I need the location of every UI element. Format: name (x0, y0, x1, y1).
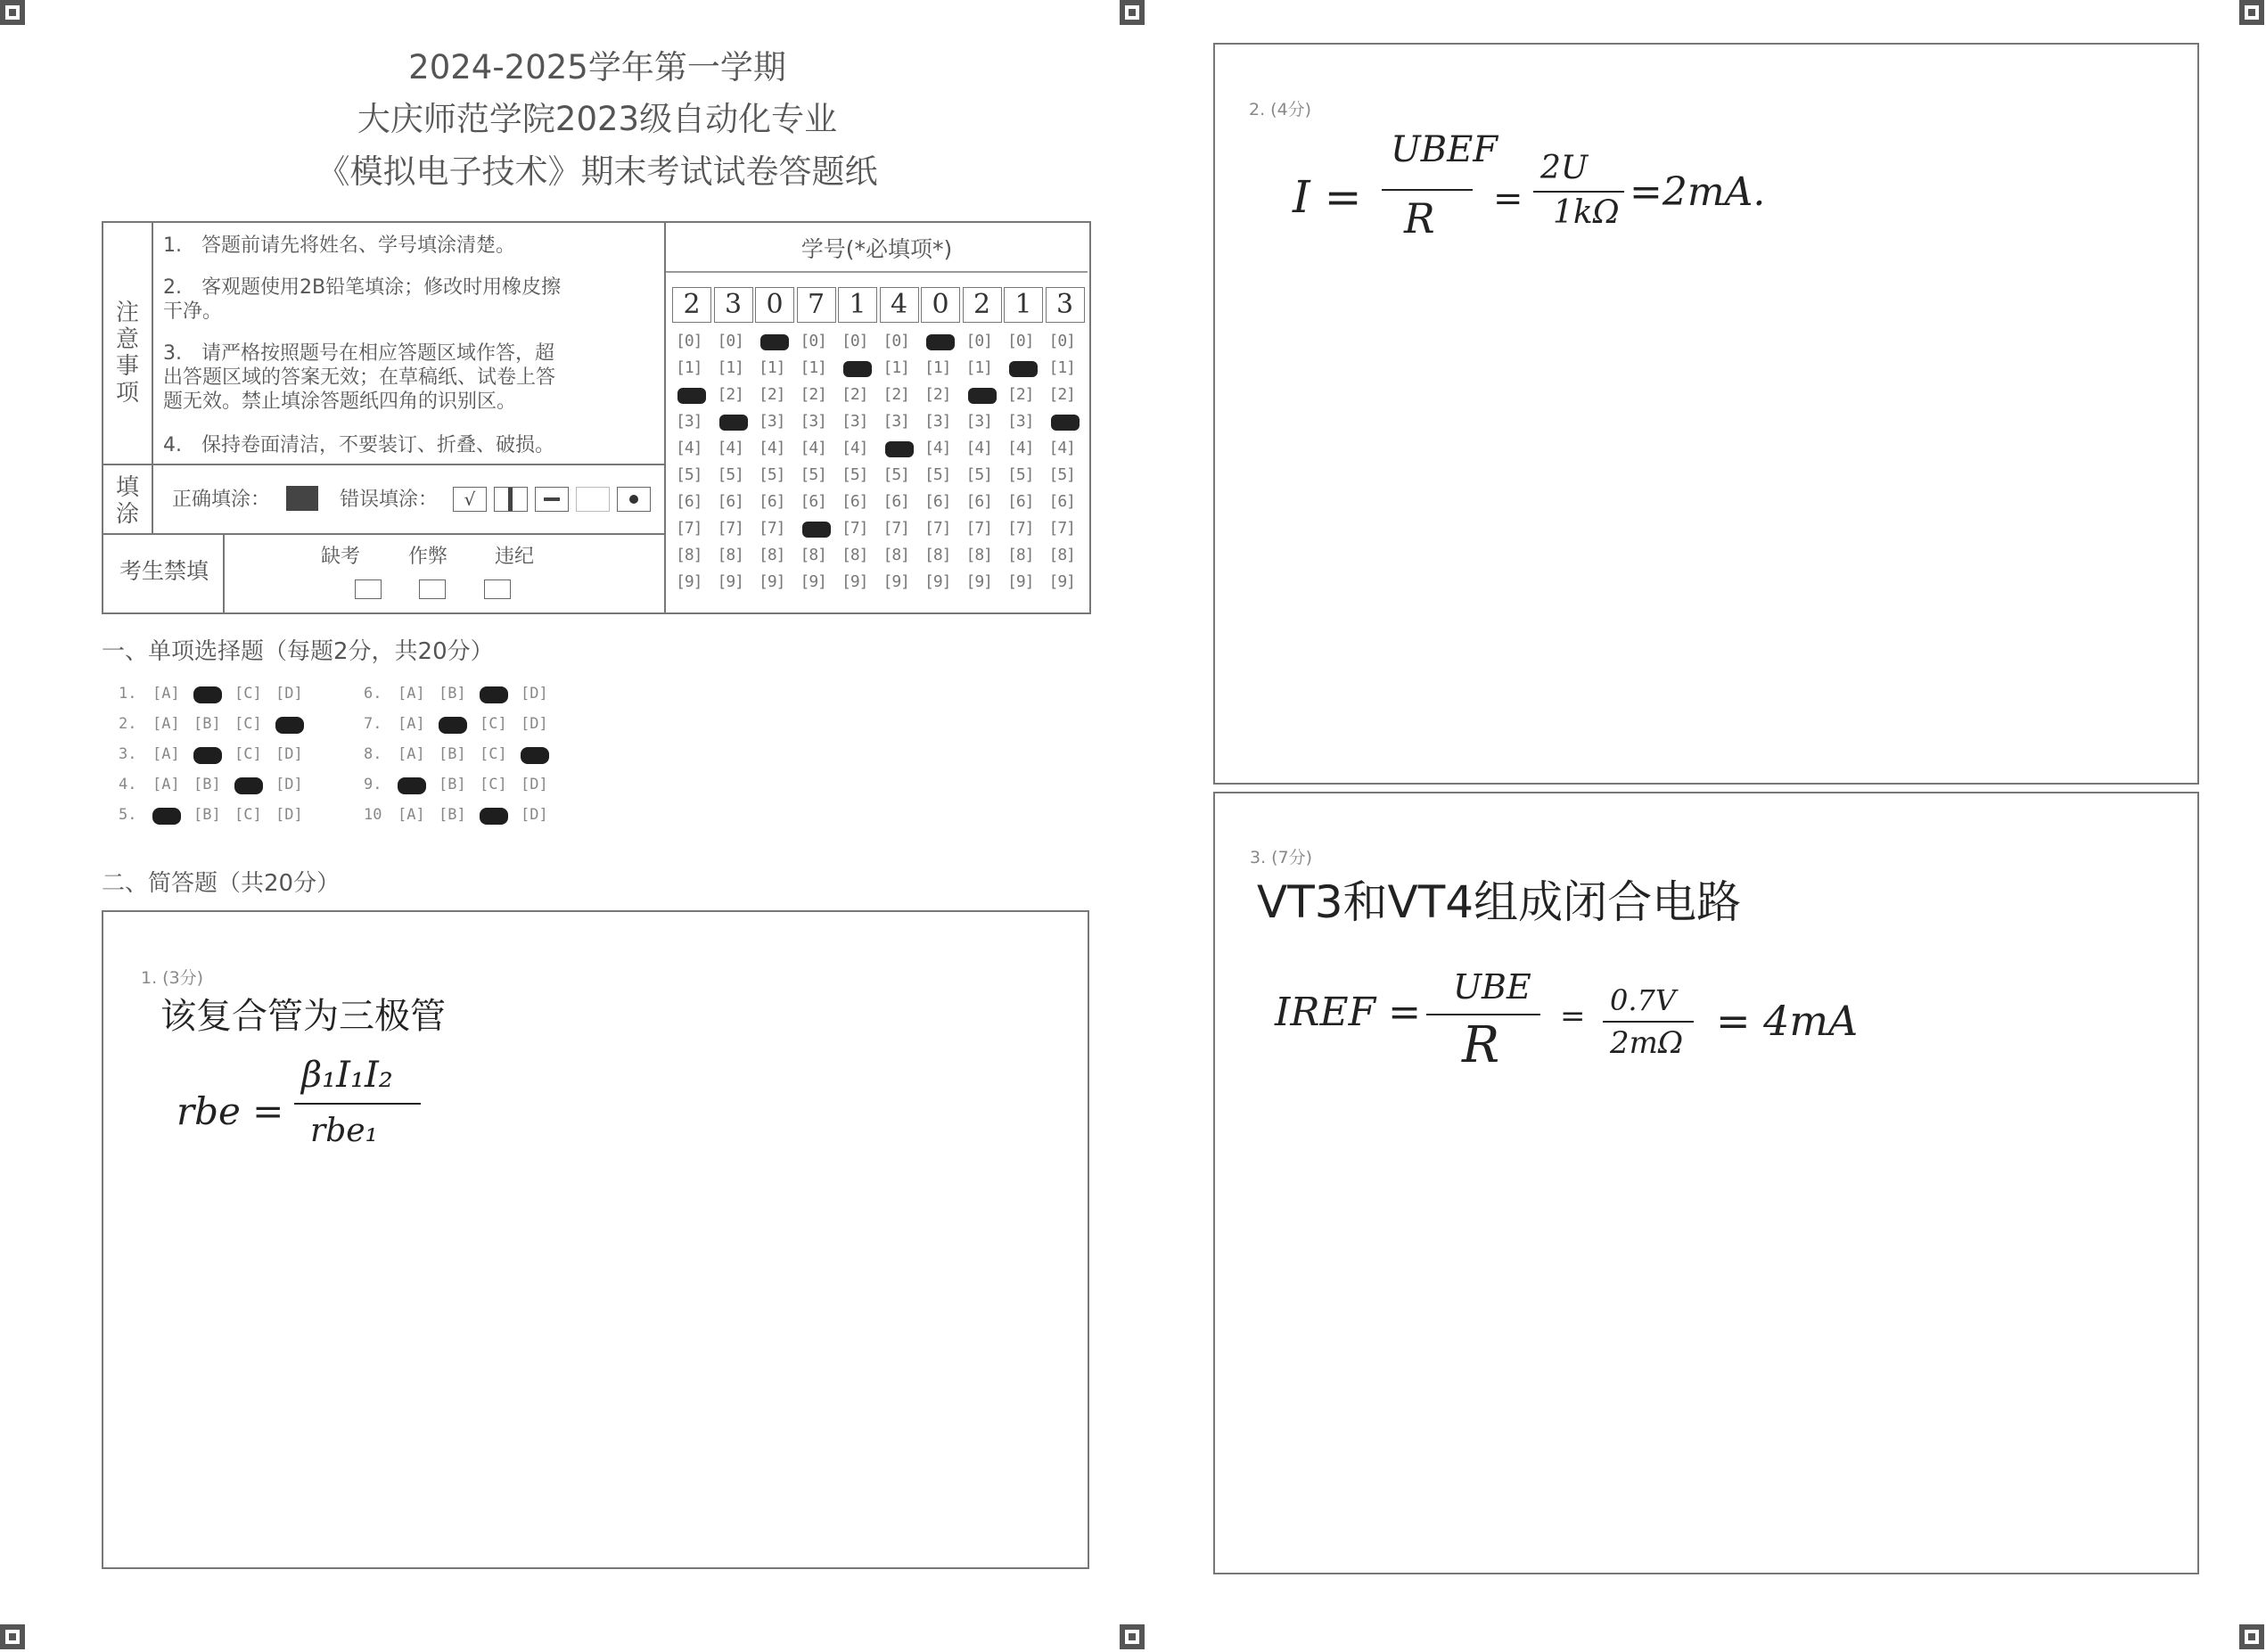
student-id-bubble[interactable]: [3] (800, 412, 827, 431)
student-id-bubble[interactable]: [3] (842, 412, 868, 431)
student-id-digit: 0 (921, 287, 960, 323)
q3-denominator-1: R (1462, 1016, 1500, 1074)
student-id-bubble[interactable]: [2] (924, 385, 951, 404)
student-id-bubble[interactable]: [0] (965, 332, 993, 350)
student-id-digit: 2 (672, 287, 711, 323)
q1-fraction-bar (294, 1103, 421, 1105)
student-id-bubble-filled[interactable] (719, 415, 748, 431)
answer-bubble[interactable]: [D] (521, 776, 548, 793)
student-id-bubble[interactable]: [9] (924, 572, 951, 591)
q3-fraction-bar-2 (1603, 1021, 1694, 1023)
fill-guide-label: 填涂 (115, 474, 139, 528)
student-id-bubble[interactable]: [9] (800, 572, 827, 591)
registration-mark-top-center (1120, 0, 1145, 25)
student-id-bubble[interactable]: [4] (800, 439, 827, 457)
wrong-fill-check-icon: √ (453, 487, 487, 512)
wrong-fill-half-icon (494, 487, 528, 512)
student-id-digit: 4 (880, 287, 919, 323)
answer-bubble[interactable]: [C] (234, 745, 262, 763)
answer-bubble-filled[interactable] (439, 717, 467, 734)
student-id-bubble[interactable]: [0] (676, 332, 702, 350)
student-id-bubble-filled[interactable] (1051, 415, 1080, 431)
answer-bubble-filled[interactable] (521, 747, 549, 764)
answer-bubble[interactable]: [D] (521, 715, 548, 733)
q3-label: 3. (7分) (1250, 848, 1313, 867)
answer-bubble[interactable]: [B] (439, 806, 466, 824)
q1-label: 1. (3分) (141, 968, 204, 988)
q2-denominator-2: 1kΩ (1553, 194, 1620, 231)
student-id-bubble[interactable]: [3] (924, 412, 951, 431)
answer-bubble[interactable]: [D] (521, 685, 548, 703)
student-id-bubble[interactable]: [9] (883, 572, 910, 591)
status-absent-label: 缺考 (321, 546, 361, 568)
student-id-bubble[interactable]: [2] (1048, 385, 1076, 404)
student-id-bubble[interactable]: [8] (965, 546, 993, 564)
student-id-bubble[interactable]: [6] (717, 492, 744, 511)
student-id-bubble[interactable]: [7] (676, 519, 702, 538)
section1-title: 一、单项选择题（每题2分，共20分） (102, 638, 494, 665)
answer-bubble[interactable]: [A] (152, 685, 180, 703)
q2-lhs: I = (1293, 171, 1362, 223)
student-id-bubble[interactable]: [1] (924, 358, 951, 377)
question-number: 10 (364, 806, 382, 824)
q3-numerator-1: UBE (1453, 967, 1531, 1007)
answer-bubble[interactable]: [D] (275, 806, 303, 824)
table-hline (102, 533, 666, 535)
student-id-bubble[interactable]: [8] (1048, 546, 1076, 564)
student-id-bubble[interactable]: [7] (842, 519, 868, 538)
wrong-fill-light-icon (576, 487, 610, 512)
registration-mark-bottom-center (1120, 1624, 1145, 1649)
answer-bubble[interactable]: [B] (193, 806, 221, 824)
student-id-bubble[interactable]: [5] (965, 465, 993, 484)
q2-result: =2mA. (1630, 169, 1766, 215)
student-id-digit: 3 (714, 287, 753, 323)
notice-item: 出答题区域的答案无效；在草稿纸、试卷上答 (163, 366, 556, 389)
student-id-bubble[interactable]: [4] (1007, 439, 1034, 457)
student-id-bubble[interactable]: [6] (676, 492, 702, 511)
q1-lhs: rbe = (177, 1089, 284, 1133)
student-id-bubble[interactable]: [6] (924, 492, 951, 511)
student-id-title: 学号(*必填项*) (800, 236, 953, 262)
wrong-fill-dash-icon (535, 487, 569, 512)
question-number: 2. (119, 715, 137, 733)
answer-bubble[interactable]: [B] (439, 745, 466, 763)
student-id-bubble[interactable]: [0] (883, 332, 910, 350)
answer-bubble[interactable]: [D] (521, 806, 548, 824)
student-id-bubble[interactable]: [1] (883, 358, 910, 377)
answer-bubble[interactable]: [B] (193, 715, 221, 733)
answer-bubble[interactable]: [C] (234, 715, 262, 733)
answer-bubble[interactable]: [A] (398, 685, 425, 703)
notice-label: 注意事项 (115, 300, 139, 407)
exam-status-label: 考生禁填 (119, 558, 209, 584)
student-id-bubble[interactable]: [8] (800, 546, 827, 564)
student-id-bubble[interactable]: [3] (1007, 412, 1034, 431)
student-id-bubble[interactable]: [6] (883, 492, 910, 511)
student-id-bubble[interactable]: [3] (883, 412, 910, 431)
answer-bubble-filled[interactable] (480, 808, 508, 825)
header-institution: 大庆师范学院2023级自动化专业 (357, 100, 838, 138)
student-id-bubble[interactable]: [7] (717, 519, 744, 538)
student-id-bubble[interactable]: [0] (717, 332, 744, 350)
fill-wrong-label: 错误填涂： (340, 489, 439, 511)
answer-bubble-filled[interactable] (152, 808, 181, 825)
question-number: 5. (119, 806, 137, 824)
student-id-bubble[interactable]: [0] (1048, 332, 1076, 350)
student-id-bubble-filled[interactable] (926, 334, 955, 350)
student-id-bubble[interactable]: [4] (676, 439, 702, 457)
student-id-bubble[interactable]: [7] (965, 519, 993, 538)
answer-bubble[interactable]: [A] (152, 715, 180, 733)
notice-item: 4. 保持卷面清洁，不要装订、折叠、破损。 (163, 434, 554, 456)
table-hline (102, 464, 666, 465)
question-number: 1. (119, 685, 137, 703)
student-id-bubble[interactable]: [8] (842, 546, 868, 564)
student-id-digit: 2 (963, 287, 1002, 323)
status-absent-checkbox[interactable] (355, 579, 382, 599)
table-hline (666, 271, 1088, 273)
answer-bubble[interactable]: [D] (275, 776, 303, 793)
student-id-bubble[interactable]: [1] (717, 358, 744, 377)
q2-fraction-bar-2 (1533, 191, 1624, 193)
student-id-bubble[interactable]: [6] (1007, 492, 1034, 511)
student-id-bubble[interactable]: [3] (676, 412, 702, 431)
student-id-bubble[interactable]: [9] (676, 572, 702, 591)
table-vline (152, 221, 153, 535)
answer-bubble[interactable]: [B] (439, 776, 466, 793)
student-id-bubble[interactable]: [9] (1007, 572, 1034, 591)
student-id-bubble[interactable]: [2] (800, 385, 827, 404)
status-cheat-checkbox[interactable] (419, 579, 446, 599)
student-id-bubble[interactable]: [8] (676, 546, 702, 564)
notice-item: 干净。 (163, 300, 223, 323)
q2-numerator-2: 2U (1540, 150, 1589, 186)
student-id-bubble[interactable]: [4] (1048, 439, 1076, 457)
section2-title: 二、简答题（共20分） (102, 870, 341, 897)
student-id-bubble[interactable]: [4] (842, 439, 868, 457)
answer-bubble[interactable]: [D] (275, 685, 303, 703)
student-id-bubble[interactable]: [9] (759, 572, 785, 591)
q3-result: = 4mA (1716, 997, 1859, 1045)
q3-answer-line: VT3和VT4组成闭合电路 (1257, 876, 1742, 928)
student-id-bubble[interactable]: [3] (965, 412, 993, 431)
answer-bubble[interactable]: [A] (152, 745, 180, 763)
q3-denominator-2: 2mΩ (1610, 1025, 1684, 1061)
q1-denominator: rbe₁ (310, 1113, 378, 1149)
student-id-bubble[interactable]: [0] (1007, 332, 1034, 350)
student-id-bubble[interactable]: [5] (800, 465, 827, 484)
student-id-bubble[interactable]: [1] (1048, 358, 1076, 377)
registration-mark-bottom-left (0, 1624, 25, 1649)
answer-bubble-filled[interactable] (398, 777, 426, 794)
student-id-bubble[interactable]: [5] (1007, 465, 1034, 484)
student-id-bubble[interactable]: [1] (676, 358, 702, 377)
correct-fill-sample (286, 486, 318, 511)
student-id-digit: 1 (1004, 287, 1043, 323)
student-id-bubble[interactable]: [3] (759, 412, 785, 431)
q2-numerator-1: UBEF (1391, 129, 1498, 170)
student-id-bubble[interactable]: [5] (842, 465, 868, 484)
answer-box-q2[interactable] (1213, 43, 2199, 785)
answer-bubble-filled[interactable] (275, 717, 304, 734)
student-id-bubble[interactable]: [5] (717, 465, 744, 484)
student-id-bubble[interactable]: [5] (883, 465, 910, 484)
student-id-bubble[interactable]: [5] (759, 465, 785, 484)
q3-equals: = (1560, 999, 1586, 1034)
answer-bubble-filled[interactable] (193, 747, 222, 764)
student-id-bubble[interactable]: [4] (965, 439, 993, 457)
answer-bubble[interactable]: [C] (480, 776, 507, 793)
header-term: 2024-2025学年第一学期 (408, 48, 786, 86)
student-id-bubble[interactable]: [6] (842, 492, 868, 511)
student-id-bubble-filled[interactable] (968, 388, 997, 404)
question-number: 6. (364, 685, 382, 703)
answer-bubble[interactable]: [C] (480, 715, 507, 733)
notice-item: 1. 答题前请先将姓名、学号填涂清楚。 (163, 234, 515, 257)
student-id-bubble[interactable]: [9] (1048, 572, 1076, 591)
registration-mark-top-left (0, 0, 25, 25)
q2-label: 2. (4分) (1249, 100, 1312, 119)
student-id-bubble[interactable]: [1] (965, 358, 993, 377)
q1-answer-line: 该复合管为三极管 (160, 996, 446, 1037)
student-id-bubble[interactable]: [4] (924, 439, 951, 457)
registration-mark-top-right (2239, 0, 2264, 25)
student-id-bubble[interactable]: [9] (717, 572, 744, 591)
table-divider (664, 221, 666, 612)
q2-denominator-1: R (1404, 194, 1435, 242)
q3-numerator-2: 0.7V (1610, 983, 1676, 1017)
student-id-bubble[interactable]: [4] (717, 439, 744, 457)
q1-numerator: β₁I₁I₂ (301, 1055, 393, 1096)
student-id-bubble-filled[interactable] (843, 361, 872, 377)
student-id-digit: 0 (755, 287, 794, 323)
answer-bubble[interactable]: [A] (398, 745, 425, 763)
student-id-bubble-filled[interactable] (677, 388, 706, 404)
student-id-digit: 3 (1046, 287, 1085, 323)
student-id-bubble[interactable]: [8] (1007, 546, 1034, 564)
student-id-bubble[interactable]: [8] (924, 546, 951, 564)
student-id-bubble[interactable]: [6] (1048, 492, 1076, 511)
q3-lhs: IREF = (1275, 990, 1422, 1035)
student-id-bubble[interactable]: [0] (842, 332, 868, 350)
registration-mark-bottom-right (2239, 1624, 2264, 1649)
q2-equals: = (1493, 178, 1523, 219)
header-exam-title: 《模拟电子技术》期末考试试卷答题纸 (316, 152, 878, 191)
student-id-bubble[interactable]: [2] (1007, 385, 1034, 404)
table-vline (223, 533, 225, 612)
student-id-bubble[interactable]: [2] (842, 385, 868, 404)
student-id-bubble-filled[interactable] (1009, 361, 1038, 377)
student-id-bubble[interactable]: [1] (759, 358, 785, 377)
student-id-bubble[interactable]: [5] (924, 465, 951, 484)
student-id-bubble[interactable]: [8] (717, 546, 744, 564)
answer-bubble[interactable]: [D] (275, 745, 303, 763)
wrong-fill-dot-icon (617, 487, 651, 512)
student-id-bubble[interactable]: [9] (965, 572, 993, 591)
student-id-bubble[interactable]: [8] (759, 546, 785, 564)
student-id-bubble-filled[interactable] (760, 334, 789, 350)
question-number: 9. (364, 776, 382, 793)
answer-bubble[interactable]: [B] (193, 776, 221, 793)
status-violation-label: 违纪 (495, 546, 535, 568)
student-id-digit: 7 (797, 287, 836, 323)
student-id-bubble[interactable]: [5] (1048, 465, 1076, 484)
answer-bubble[interactable]: [C] (234, 685, 262, 703)
fill-correct-label: 正确填涂： (172, 489, 271, 511)
answer-bubble-filled[interactable] (234, 777, 263, 794)
student-id-bubble-filled[interactable] (802, 522, 831, 538)
answer-bubble[interactable]: [A] (398, 715, 425, 733)
answer-bubble[interactable]: [C] (234, 806, 262, 824)
notice-item: 2. 客观题使用2B铅笔填涂；修改时用橡皮擦 (163, 276, 562, 299)
q3-fraction-bar-1 (1426, 1014, 1540, 1015)
student-id-bubble[interactable]: [0] (800, 332, 827, 350)
student-id-bubble[interactable]: [2] (717, 385, 744, 404)
student-id-digit: 1 (838, 287, 877, 323)
student-id-bubble[interactable]: [1] (800, 358, 827, 377)
notice-item: 题无效。禁止填涂答题纸四角的识别区。 (163, 390, 517, 413)
student-id-bubble[interactable]: [6] (759, 492, 785, 511)
student-id-bubble[interactable]: [6] (800, 492, 827, 511)
student-id-bubble-filled[interactable] (885, 441, 914, 457)
question-number: 4. (119, 776, 137, 793)
answer-bubble-filled[interactable] (193, 686, 222, 703)
student-id-bubble[interactable]: [2] (883, 385, 910, 404)
student-id-bubble[interactable]: [8] (883, 546, 910, 564)
q2-fraction-bar-1 (1382, 189, 1473, 191)
student-id-bubble[interactable]: [2] (759, 385, 785, 404)
answer-bubble-filled[interactable] (480, 686, 508, 703)
student-id-bubble[interactable]: [5] (676, 465, 702, 484)
student-id-bubble[interactable]: [9] (842, 572, 868, 591)
answer-bubble[interactable]: [B] (439, 685, 466, 703)
answer-bubble[interactable]: [A] (152, 776, 180, 793)
student-id-bubble[interactable]: [7] (1007, 519, 1034, 538)
answer-bubble[interactable]: [C] (480, 745, 507, 763)
student-id-bubble[interactable]: [6] (965, 492, 993, 511)
status-cheat-label: 作弊 (408, 546, 448, 568)
question-number: 7. (364, 715, 382, 733)
notice-item: 3. 请严格按照题号在相应答题区域作答，超 (163, 342, 554, 365)
student-id-bubble[interactable]: [7] (924, 519, 951, 538)
student-id-bubble[interactable]: [7] (883, 519, 910, 538)
student-id-bubble[interactable]: [7] (1048, 519, 1076, 538)
question-number: 3. (119, 745, 137, 763)
student-id-bubble[interactable]: [4] (759, 439, 785, 457)
answer-bubble[interactable]: [A] (398, 806, 425, 824)
status-violation-checkbox[interactable] (484, 579, 511, 599)
student-id-bubble[interactable]: [7] (759, 519, 785, 538)
question-number: 8. (364, 745, 382, 763)
